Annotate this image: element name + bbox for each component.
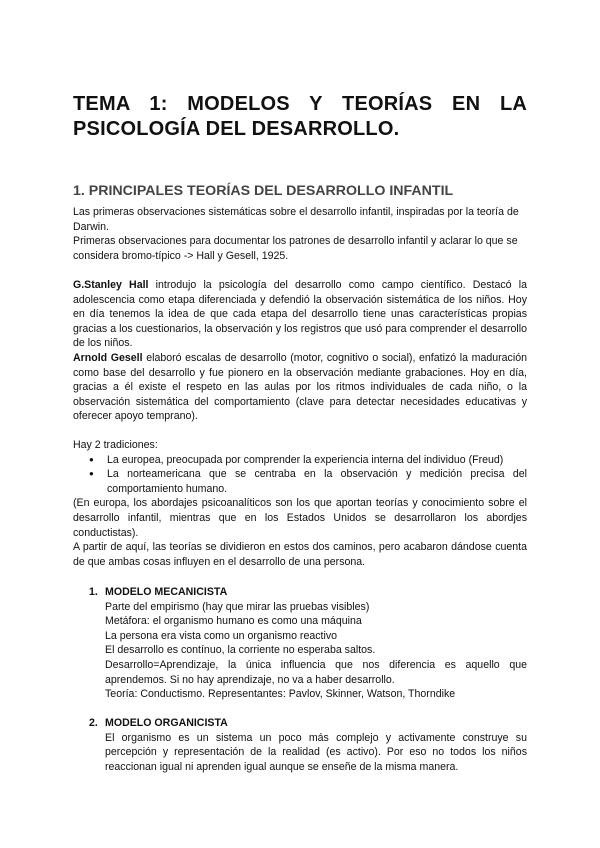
intro-paragraph-2: Primeras observaciones para documentar los patrones de desarrollo infantil y aclarar lo que se considera bromo-típico -> Hall y Gesell, 1925. bbox=[73, 235, 518, 262]
model-1-title bbox=[73, 585, 527, 600]
model-1-number: 1. bbox=[89, 586, 98, 598]
model-2-body bbox=[73, 731, 527, 775]
model-2-title-text: MODELO ORGANICISTA bbox=[105, 717, 228, 729]
hall-paragraph bbox=[73, 278, 527, 351]
model-2-title bbox=[73, 716, 527, 731]
intro-block bbox=[73, 205, 527, 263]
hall-text: introdujo la psicología del desarrollo como campo científico. Destacó la adolescencia como etapa diferenciada y defendió la observación sistemática de los niños. Hoy en día tenemos la idea de que cada etapa del desarrollo tiene unas características propias gracias a los cuestionarios, la observación y los registros que usó para comprender el desarrollo de los niños. bbox=[73, 279, 527, 350]
gesell-name: Arnold Gesell bbox=[73, 352, 143, 364]
list-item: ● La norteamericana que se centraba en la observación y medición precisa del comportamiento humano. bbox=[89, 467, 527, 496]
title-line-2: PSICOLOGÍA DEL DESARROLLO. bbox=[73, 118, 400, 140]
model-2 bbox=[73, 716, 527, 774]
document-title bbox=[73, 92, 527, 142]
traditions-intro: Hay 2 tradiciones: bbox=[73, 439, 158, 451]
model-1-line: Desarrollo=Aprendizaje, la única influencia que nos diferencia es aquello que aprendemos. Si no hay aprendizaje, no va a haber desarrollo. bbox=[105, 658, 527, 686]
section-heading: 1. PRINCIPALES TEORÍAS DEL DESARROLLO INFANTIL bbox=[73, 183, 454, 199]
model-2-number: 2. bbox=[89, 717, 98, 729]
model-1-line: Parte del empirismo (hay que mirar las pruebas visibles) bbox=[105, 600, 370, 613]
model-1-title-text: MODELO MECANICISTA bbox=[105, 586, 228, 598]
list-item: ● La europea, preocupada por comprender la experiencia interna del individuo (Freud) bbox=[89, 453, 527, 468]
model-1-line: Metáfora: el organismo humano es como una máquina bbox=[105, 615, 362, 628]
traditions-block bbox=[73, 438, 527, 569]
model-2-line: El organismo es un sistema un poco más complejo y activamente construye su percepción y representación de la realidad (es activo). Por eso no todos los niños reaccionan igual ni aprenden igual aunque se enseñe de la misma manera. bbox=[105, 731, 527, 773]
model-1-line: El desarrollo es contínuo, la corriente no esperaba saltos. bbox=[105, 644, 376, 657]
hall-name: G.Stanley Hall bbox=[73, 279, 149, 291]
gesell-paragraph bbox=[73, 351, 527, 424]
traditions-list bbox=[89, 453, 527, 497]
traditions-conclusion: A partir de aquí, las teorías se dividieron en estos dos caminos, pero acabaron dándose cuenta de que ambas cosas influyen en el desarrollo de una persona. bbox=[73, 541, 527, 568]
model-1-line: La persona era vista como un organismo reactivo bbox=[105, 629, 338, 642]
model-1-line: Teoría: Conductismo. Representantes: Pavlov, Skinner, Watson, Thorndike bbox=[105, 688, 456, 701]
traditions-note: (En europa, los abordajes psicoanalíticos son los que aportan teorías y conocimiento sobre el desarrollo infantil, mientras que en los Estados Unidos se desarrollaron los abordjes conductistas). bbox=[73, 497, 527, 539]
title-line-1: TEMA 1: MODELOS Y TEORÍAS EN LA bbox=[73, 93, 527, 115]
model-1-body bbox=[73, 600, 527, 702]
model-1 bbox=[73, 585, 527, 702]
intro-paragraph-1: Las primeras observaciones sistemáticas sobre el desarrollo infantil, inspiradas por la teoría de Darwin. bbox=[73, 206, 519, 233]
gesell-text: elaboró escalas de desarrollo (motor, cognitivo o social), enfatizó la maduración como base del desarrollo y fue pionero en la observación mediante grabaciones. Hoy en día, gracias a él existe el respeto en las aulas por los ritmos individuales de cada niño, o la observación sistemática del comportamiento (clave para detectar necesidades educativas y oferecer apoyo temprano). bbox=[73, 352, 527, 423]
